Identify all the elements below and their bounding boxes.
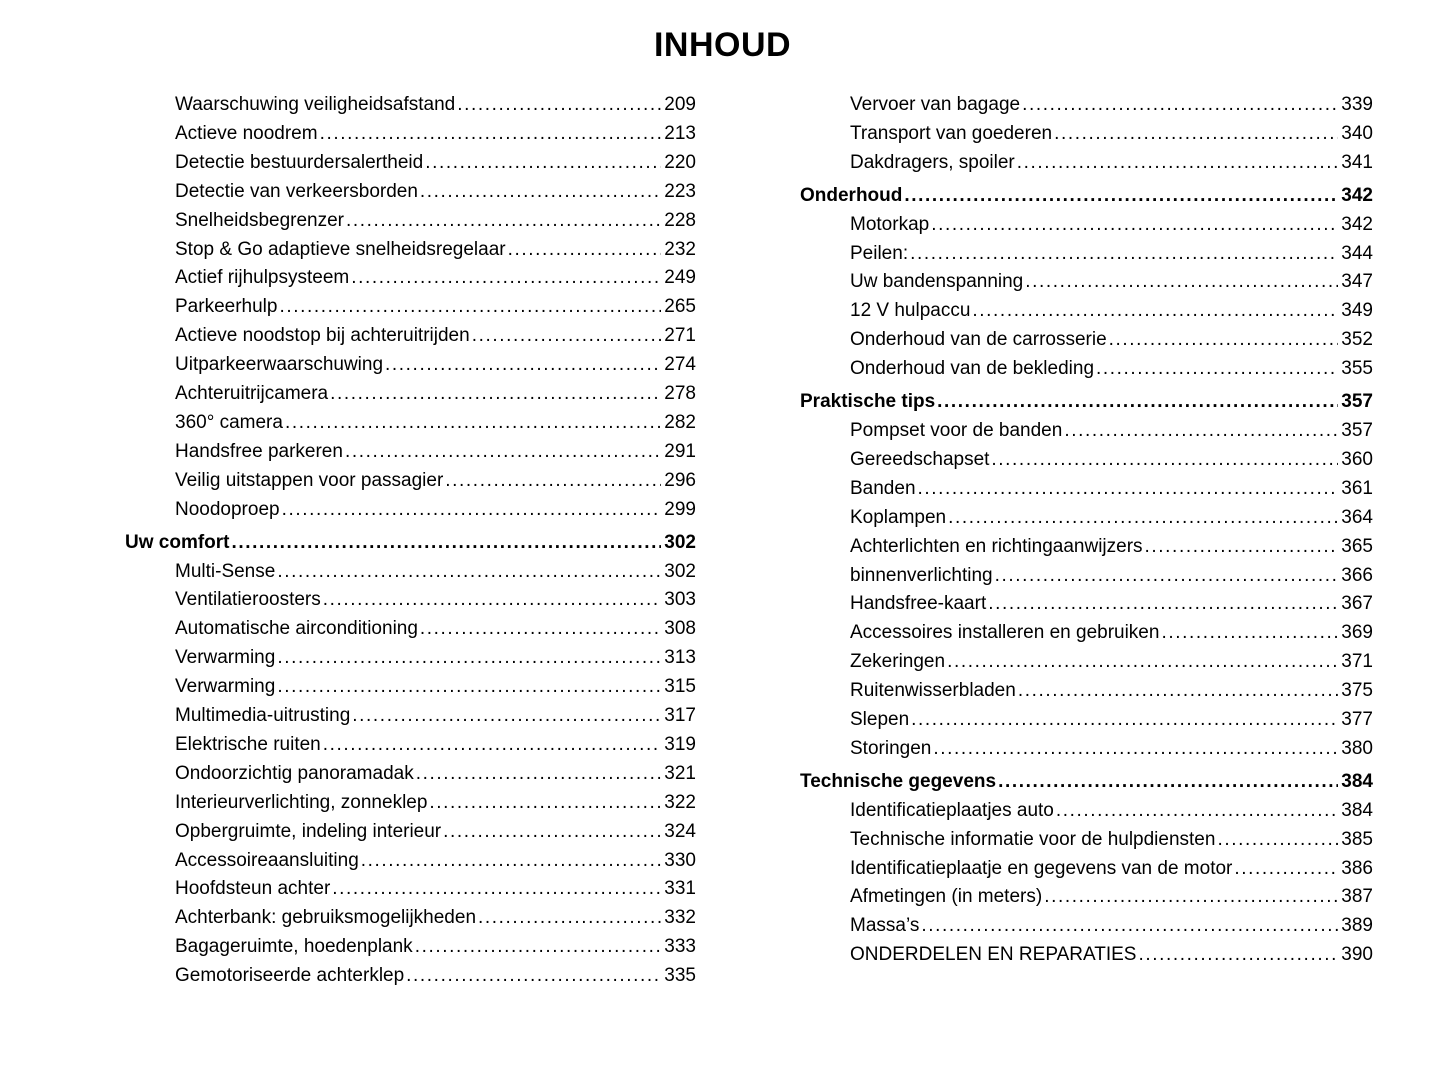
toc-leader-dots bbox=[385, 351, 661, 380]
toc-entry bbox=[800, 149, 1373, 178]
toc-entry-page: 341 bbox=[1341, 151, 1373, 173]
toc-entry-page: 302 bbox=[664, 531, 696, 553]
toc-entry bbox=[800, 941, 1373, 970]
toc-leader-dots bbox=[416, 760, 662, 789]
toc-leader-dots bbox=[995, 562, 1339, 591]
toc-leader-dots bbox=[948, 504, 1338, 533]
toc-entry-label: Hoofdsteun achter bbox=[175, 878, 331, 900]
toc-leader-dots bbox=[429, 789, 661, 818]
toc-entry bbox=[800, 120, 1373, 149]
toc-entry-label: Achteruitrijcamera bbox=[175, 383, 329, 405]
toc-entry-label: Snelheidsbegrenzer bbox=[175, 209, 345, 231]
toc-entry-page: 361 bbox=[1341, 477, 1373, 499]
toc-entry-page: 342 bbox=[1341, 184, 1373, 206]
toc-entry bbox=[800, 648, 1373, 677]
toc-entry bbox=[125, 91, 696, 120]
toc-leader-dots bbox=[937, 388, 1338, 417]
toc-entry-page: 349 bbox=[1341, 300, 1373, 322]
toc-entry-page: 380 bbox=[1341, 737, 1373, 759]
toc-leader-dots bbox=[1017, 149, 1339, 178]
toc-entry-label: Zekeringen bbox=[850, 651, 946, 673]
toc-leader-dots bbox=[332, 875, 661, 904]
toc-entry-label: Banden bbox=[850, 477, 916, 499]
toc-entry-label: Identificatieplaatje en gegevens van de motor bbox=[850, 857, 1233, 879]
toc-entry-label: Uitparkeerwaarschuwing bbox=[175, 354, 384, 376]
toc-entry-label: 12 V hulpaccu bbox=[850, 300, 971, 322]
toc-section-heading bbox=[125, 529, 696, 558]
toc-entry-label: Slepen bbox=[850, 709, 910, 731]
toc-entry-label: Elektrische ruiten bbox=[175, 733, 321, 755]
toc-entry-label: Accessoireaansluiting bbox=[175, 849, 359, 871]
toc-entry-page: 340 bbox=[1341, 122, 1373, 144]
toc-entry-page: 209 bbox=[664, 94, 696, 115]
toc-entry-page: 367 bbox=[1341, 593, 1373, 615]
toc-entry bbox=[800, 475, 1373, 504]
toc-entry-page: 319 bbox=[664, 733, 696, 755]
toc-entry-page: 232 bbox=[664, 238, 696, 260]
toc-entry-page: 371 bbox=[1341, 651, 1373, 673]
toc-entry-label: Handsfree parkeren bbox=[175, 440, 343, 462]
toc-entry-label: binnenverlichting bbox=[850, 564, 993, 586]
toc-leader-dots bbox=[988, 590, 1338, 619]
toc-entry bbox=[125, 409, 696, 438]
toc-entry bbox=[800, 797, 1373, 826]
toc-leader-dots bbox=[904, 182, 1338, 211]
toc-entry-label: Achterlichten en richtingaanwijzers bbox=[850, 535, 1143, 557]
toc-entry-label: Bagageruimte, hoedenplank bbox=[175, 936, 413, 958]
toc-entry-page: 389 bbox=[1341, 915, 1373, 937]
toc-entry-label: Automatische airconditioning bbox=[175, 618, 418, 640]
toc-entry-label: Technische gegevens bbox=[800, 770, 997, 792]
toc-leader-dots bbox=[346, 207, 661, 236]
toc-entry bbox=[800, 268, 1373, 297]
toc-entry bbox=[125, 467, 696, 496]
toc-entry-page: 330 bbox=[664, 849, 696, 871]
toc-entry-page: 324 bbox=[664, 820, 696, 842]
toc-leader-dots bbox=[472, 322, 662, 351]
toc-entry-page: 355 bbox=[1341, 358, 1373, 380]
toc-entry-page: 369 bbox=[1341, 622, 1373, 644]
toc-leader-dots bbox=[277, 644, 661, 673]
toc-entry-page: 274 bbox=[664, 354, 696, 376]
toc-leader-dots bbox=[361, 847, 662, 876]
toc-entry-label: Identificatieplaatjes auto bbox=[850, 799, 1054, 821]
toc-entry-page: 249 bbox=[664, 267, 696, 289]
toc-entry-label: Storingen bbox=[850, 737, 932, 759]
toc-entry-page: 317 bbox=[664, 705, 696, 727]
toc-entry bbox=[800, 326, 1373, 355]
toc-entry-page: 335 bbox=[664, 965, 696, 987]
toc-entry-label: Transport van goederen bbox=[850, 122, 1053, 144]
toc-entry bbox=[800, 855, 1373, 884]
toc-leader-dots bbox=[1025, 268, 1338, 297]
toc-leader-dots bbox=[1145, 533, 1339, 562]
toc-entry-label: Koplampen bbox=[850, 506, 947, 528]
toc-section-heading bbox=[800, 768, 1373, 797]
toc-entry-label: Actief rijhulpsysteem bbox=[175, 267, 350, 289]
toc-leader-dots bbox=[1064, 417, 1338, 446]
toc-leader-dots bbox=[279, 293, 661, 322]
toc-leader-dots bbox=[345, 438, 661, 467]
toc-leader-dots bbox=[420, 615, 661, 644]
toc-column-left bbox=[125, 91, 696, 991]
toc-entry bbox=[125, 322, 696, 351]
toc-section-heading bbox=[800, 182, 1373, 211]
toc-entry bbox=[800, 912, 1373, 941]
toc-entry-label: 360° camera bbox=[175, 411, 283, 433]
toc-leader-dots bbox=[425, 149, 661, 178]
toc-entry bbox=[125, 586, 696, 615]
toc-entry bbox=[125, 702, 696, 731]
toc-entry-page: 315 bbox=[664, 676, 696, 698]
toc-entry bbox=[125, 818, 696, 847]
toc-entry-label: Opbergruimte, indeling interieur bbox=[175, 820, 442, 842]
toc-entry-label: Dakdragers, spoiler bbox=[850, 151, 1015, 173]
toc-entry-page: 220 bbox=[664, 151, 696, 173]
toc-entry bbox=[800, 504, 1373, 533]
toc-entry-label: Actieve noodrem bbox=[175, 122, 318, 144]
toc-entry bbox=[125, 615, 696, 644]
toc-entry-page: 352 bbox=[1341, 329, 1373, 351]
toc-entry-label: Motorkap bbox=[850, 213, 930, 235]
toc-entry bbox=[125, 904, 696, 933]
toc-leader-dots bbox=[1161, 619, 1338, 648]
toc-entry-page: 322 bbox=[664, 791, 696, 813]
toc-entry-label: Gemotoriseerde achterklep bbox=[175, 965, 405, 987]
toc-entry-page: 296 bbox=[664, 469, 696, 491]
toc-entry bbox=[125, 875, 696, 904]
toc-entry-page: 385 bbox=[1341, 828, 1373, 850]
toc-entry-page: 265 bbox=[664, 296, 696, 318]
toc-entry bbox=[125, 673, 696, 702]
toc-entry-page: 331 bbox=[664, 878, 696, 900]
toc-leader-dots bbox=[415, 933, 662, 962]
toc-entry-label: Interieurverlichting, zonneklep bbox=[175, 791, 428, 813]
toc-leader-dots bbox=[323, 731, 662, 760]
toc-entry-label: Pompset voor de banden bbox=[850, 419, 1063, 441]
toc-entry-label: Veilig uitstappen voor passagier bbox=[175, 469, 444, 491]
toc-entry bbox=[125, 178, 696, 207]
toc-entry-label: Uw bandenspanning bbox=[850, 271, 1024, 293]
toc-entry-page: 332 bbox=[664, 907, 696, 929]
toc-entry bbox=[800, 91, 1373, 120]
toc-entry-label: Parkeerhulp bbox=[175, 296, 278, 318]
toc-entry-page: 333 bbox=[664, 936, 696, 958]
toc-entry bbox=[800, 211, 1373, 240]
toc-entry bbox=[125, 438, 696, 467]
toc-entry-page: 213 bbox=[664, 122, 696, 144]
toc-entry-page: 390 bbox=[1341, 944, 1373, 966]
toc-leader-dots bbox=[911, 706, 1338, 735]
toc-leader-dots bbox=[1109, 326, 1339, 355]
toc-entry-page: 339 bbox=[1341, 94, 1373, 115]
toc-entry-page: 291 bbox=[664, 440, 696, 462]
toc-entry bbox=[800, 883, 1373, 912]
toc-entry-label: Noodoproep bbox=[175, 498, 280, 520]
toc-entry bbox=[800, 446, 1373, 475]
toc-leader-dots bbox=[1096, 355, 1338, 384]
toc-entry-page: 386 bbox=[1341, 857, 1373, 879]
toc-entry bbox=[125, 760, 696, 789]
toc-leader-dots bbox=[1018, 677, 1338, 706]
toc-entry-page: 360 bbox=[1341, 448, 1373, 470]
toc-entry-page: 357 bbox=[1341, 419, 1373, 441]
toc-entry bbox=[125, 496, 696, 525]
toc-entry-label: ONDERDELEN EN REPARATIES bbox=[850, 944, 1137, 966]
toc-entry-page: 321 bbox=[664, 762, 696, 784]
toc-leader-dots bbox=[933, 735, 1338, 764]
toc-leader-dots bbox=[443, 818, 661, 847]
toc-entry-label: Accessoires installeren en gebruiken bbox=[850, 622, 1160, 644]
toc-entry-label: Actieve noodstop bij achteruitrijden bbox=[175, 325, 470, 347]
toc-leader-dots bbox=[232, 529, 662, 558]
toc-entry-page: 344 bbox=[1341, 242, 1373, 264]
toc-leader-dots bbox=[508, 236, 662, 265]
toc-entry bbox=[125, 558, 696, 587]
toc-leader-dots bbox=[918, 475, 1339, 504]
toc-leader-dots bbox=[1234, 855, 1338, 884]
toc-leader-dots bbox=[277, 673, 661, 702]
toc-leader-dots bbox=[282, 496, 662, 525]
toc-entry bbox=[125, 731, 696, 760]
toc-entry-page: 342 bbox=[1341, 213, 1373, 235]
toc-entry-page: 384 bbox=[1341, 799, 1373, 821]
toc-leader-dots bbox=[352, 702, 661, 731]
toc-leader-dots bbox=[1054, 120, 1338, 149]
toc-entry bbox=[125, 293, 696, 322]
toc-entry-label: Detectie van verkeersborden bbox=[175, 180, 418, 202]
toc-leader-dots bbox=[947, 648, 1338, 677]
toc-entry-page: 387 bbox=[1341, 886, 1373, 908]
toc-entry bbox=[125, 644, 696, 673]
toc-entry bbox=[800, 355, 1373, 384]
toc-entry bbox=[125, 380, 696, 409]
toc-entry-page: 299 bbox=[664, 498, 696, 520]
toc-leader-dots bbox=[330, 380, 661, 409]
toc-entry bbox=[800, 677, 1373, 706]
toc-entry-page: 303 bbox=[664, 589, 696, 611]
toc-entry bbox=[125, 351, 696, 380]
toc-entry bbox=[125, 149, 696, 178]
toc-entry-label: Gereedschapset bbox=[850, 448, 990, 470]
toc-entry-label: Onderhoud bbox=[800, 184, 903, 206]
toc-entry-label: Vervoer van bagage bbox=[850, 94, 1021, 115]
toc-entry-label: Uw comfort bbox=[125, 531, 230, 553]
toc-entry-page: 364 bbox=[1341, 506, 1373, 528]
toc-entry-page: 375 bbox=[1341, 680, 1373, 702]
toc-leader-dots bbox=[1056, 797, 1338, 826]
toc-entry-label: Onderhoud van de bekleding bbox=[850, 358, 1095, 380]
toc-leader-dots bbox=[351, 264, 661, 293]
toc-entry-label: Massa’s bbox=[850, 915, 920, 937]
toc-entry-label: Verwarming bbox=[175, 647, 276, 669]
toc-entry bbox=[125, 236, 696, 265]
toc-entry-label: Detectie bestuurdersalertheid bbox=[175, 151, 424, 173]
toc-leader-dots bbox=[277, 558, 661, 587]
toc-entry bbox=[125, 207, 696, 236]
toc-entry-page: 313 bbox=[664, 647, 696, 669]
toc-entry-label: Multimedia-uitrusting bbox=[175, 705, 351, 727]
toc-entry-page: 282 bbox=[664, 411, 696, 433]
toc-leader-dots bbox=[406, 962, 661, 991]
toc-entry-label: Stop & Go adaptieve snelheidsregelaar bbox=[175, 238, 506, 260]
toc-entry bbox=[800, 533, 1373, 562]
toc-leader-dots bbox=[931, 211, 1338, 240]
toc-leader-dots bbox=[1138, 941, 1338, 970]
toc-entry-label: Ventilatieroosters bbox=[175, 589, 321, 611]
toc-entry-label: Peilen: bbox=[850, 242, 909, 264]
toc-leader-dots bbox=[910, 240, 1338, 269]
toc-leader-dots bbox=[1217, 826, 1338, 855]
toc-entry-label: Ondoorzichtig panoramadak bbox=[175, 762, 414, 784]
toc-entry bbox=[125, 264, 696, 293]
toc-entry-label: Ruitenwisserbladen bbox=[850, 680, 1016, 702]
toc-entry-page: 366 bbox=[1341, 564, 1373, 586]
toc-entry-page: 302 bbox=[664, 560, 696, 582]
toc-entry-label: Handsfree-kaart bbox=[850, 593, 987, 615]
toc-leader-dots bbox=[445, 467, 661, 496]
toc-entry-page: 347 bbox=[1341, 271, 1373, 293]
toc-entry-page: 308 bbox=[664, 618, 696, 640]
toc-entry-label: Achterbank: gebruiksmogelijkheden bbox=[175, 907, 477, 929]
toc-section-heading bbox=[800, 388, 1373, 417]
toc-entry-page: 278 bbox=[664, 383, 696, 405]
toc-entry bbox=[800, 562, 1373, 591]
toc-entry-label: Multi-Sense bbox=[175, 560, 276, 582]
toc-leader-dots bbox=[420, 178, 661, 207]
toc-entry-page: 223 bbox=[664, 180, 696, 202]
toc-entry-page: 228 bbox=[664, 209, 696, 231]
toc-entry-page: 377 bbox=[1341, 709, 1373, 731]
toc-entry bbox=[125, 847, 696, 876]
toc-entry-label: Praktische tips bbox=[800, 391, 936, 413]
toc-entry-page: 384 bbox=[1341, 770, 1373, 792]
toc-leader-dots bbox=[323, 586, 662, 615]
toc-entry bbox=[800, 590, 1373, 619]
toc-entry bbox=[800, 417, 1373, 446]
toc-entry bbox=[800, 297, 1373, 326]
toc-entry-label: Afmetingen (in meters) bbox=[850, 886, 1043, 908]
toc-entry bbox=[125, 120, 696, 149]
toc-leader-dots bbox=[478, 904, 661, 933]
toc-leader-dots bbox=[320, 120, 662, 149]
toc-column-right bbox=[800, 91, 1373, 970]
toc-leader-dots bbox=[972, 297, 1338, 326]
toc-entry-label: Onderhoud van de carrosserie bbox=[850, 329, 1107, 351]
toc-entry bbox=[125, 962, 696, 991]
toc-entry bbox=[125, 933, 696, 962]
toc-leader-dots bbox=[921, 912, 1338, 941]
toc-entry bbox=[800, 826, 1373, 855]
toc-entry bbox=[800, 735, 1373, 764]
toc-leader-dots bbox=[991, 446, 1338, 475]
toc-entry-page: 357 bbox=[1341, 391, 1373, 413]
toc-entry-label: Waarschuwing veiligheidsafstand bbox=[175, 94, 456, 115]
toc-entry-page: 365 bbox=[1341, 535, 1373, 557]
toc-entry bbox=[800, 619, 1373, 648]
toc-entry bbox=[800, 240, 1373, 269]
toc-entry bbox=[125, 789, 696, 818]
toc-entry bbox=[800, 706, 1373, 735]
toc-leader-dots bbox=[285, 409, 661, 438]
toc-entry-label: Technische informatie voor de hulpdiensten bbox=[850, 828, 1216, 850]
page-title: INHOUD bbox=[653, 26, 792, 64]
toc-leader-dots bbox=[1044, 883, 1338, 912]
toc-entry-page: 271 bbox=[664, 325, 696, 347]
toc-leader-dots bbox=[998, 768, 1338, 797]
toc-leader-dots bbox=[1022, 91, 1338, 120]
toc-leader-dots bbox=[457, 91, 661, 120]
toc-entry-label: Verwarming bbox=[175, 676, 276, 698]
